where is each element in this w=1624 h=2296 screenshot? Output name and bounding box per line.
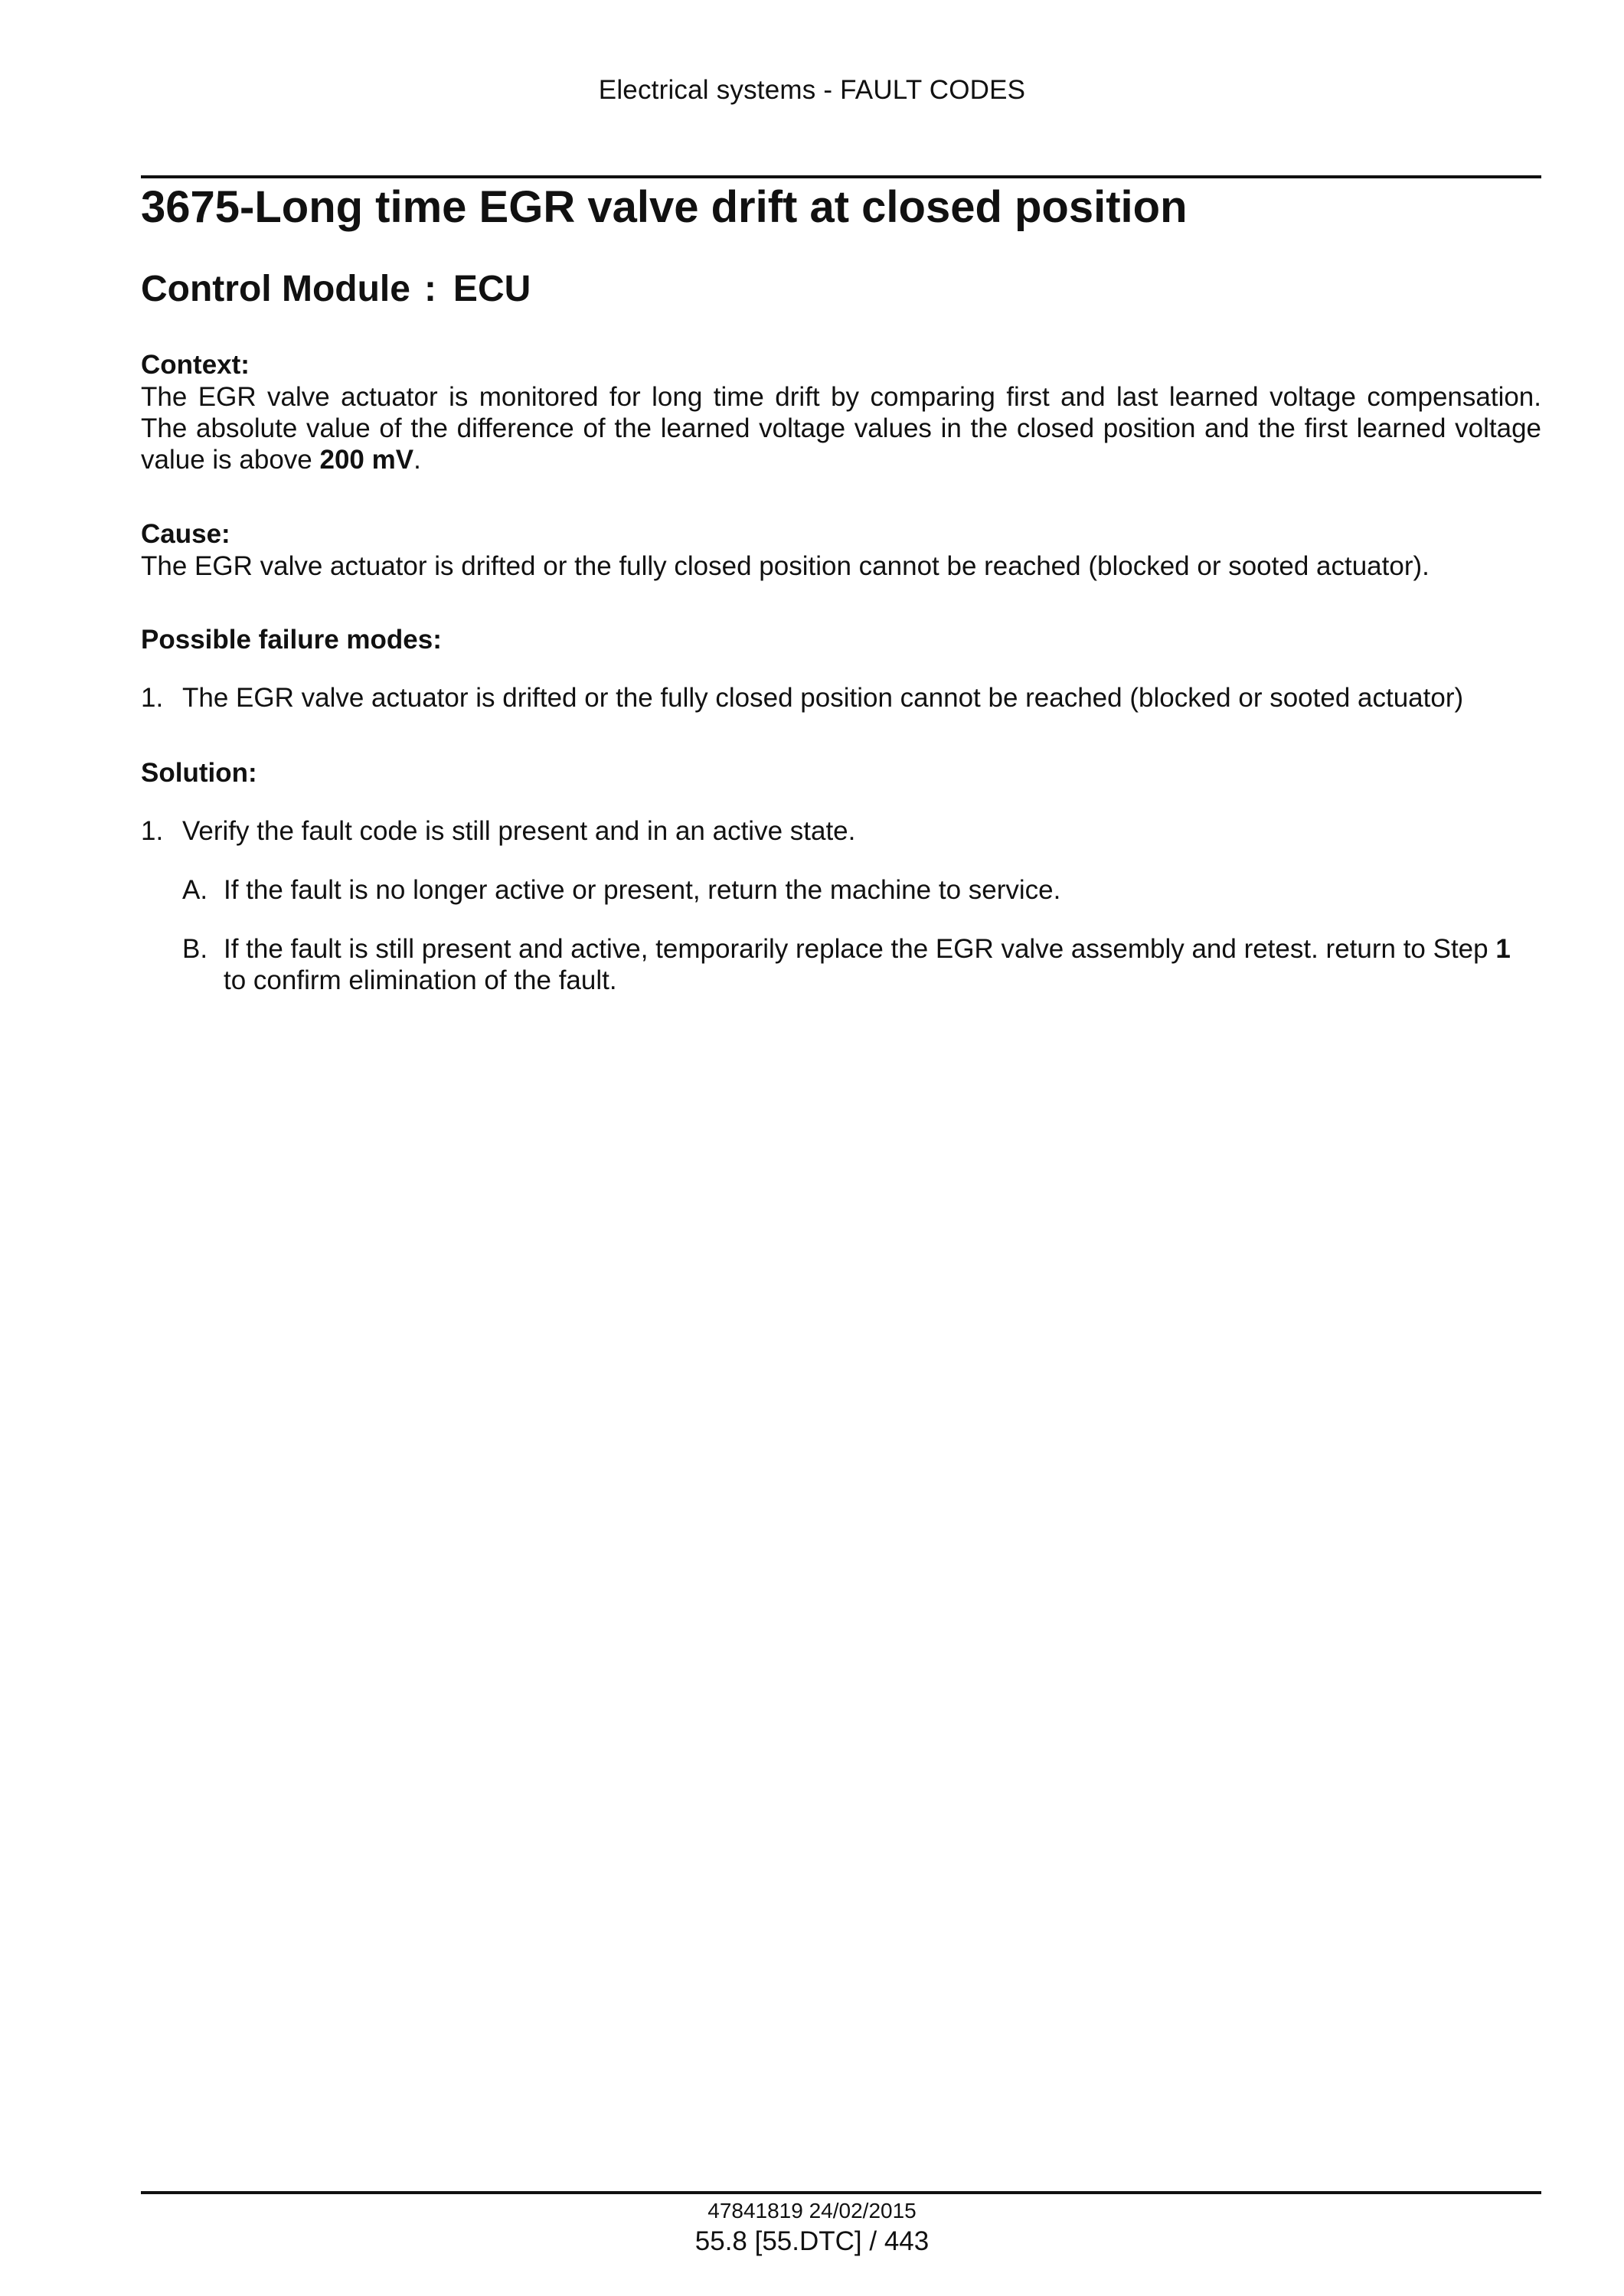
context-line-text: value is above — [141, 445, 320, 475]
list-item-text: The EGR valve actuator is drifted or the fully closed position cannot be reached (blocked or sooted actuator) — [182, 683, 1464, 713]
cause-paragraph — [141, 550, 1541, 582]
step-number: 1. — [141, 816, 164, 846]
document-reference: 47841819 24/02/2015 — [707, 2199, 917, 2223]
running-header: Electrical systems - FAULT CODES — [598, 75, 1026, 105]
control-module-separator: : — [423, 269, 436, 309]
control-module-label: Control Module — [141, 269, 410, 309]
context-label: Context: — [141, 350, 250, 380]
cause-label: Cause: — [141, 519, 230, 549]
substep-letter: A. — [182, 875, 208, 905]
substep-text-part: If the fault is still present and active, temporarily replace the EGR valve assembly and retest. return to Step — [224, 934, 1496, 964]
substep-text: to confirm elimination of the fault. — [224, 965, 617, 995]
context-line: The EGR valve actuator is monitored for long time drift by comparing first and last learned voltage compensation. — [141, 382, 1541, 412]
step-reference: 1 — [1495, 934, 1511, 964]
footer-rule — [141, 2191, 1541, 2194]
cause-text: The EGR valve actuator is drifted or the fully closed position cannot be reached (blocked or sooted actuator). — [141, 551, 1430, 581]
substep-text — [224, 933, 1511, 965]
context-paragraph — [141, 381, 1541, 475]
failure-modes-label: Possible failure modes: — [141, 625, 442, 655]
fault-code-title: 3675-Long time EGR valve drift at closed position — [141, 182, 1188, 232]
context-line-text: . — [413, 445, 421, 475]
threshold-value: 200 mV — [319, 445, 414, 475]
control-module-heading — [141, 268, 531, 310]
header-rule — [141, 175, 1541, 178]
substep-text: If the fault is no longer active or present, return the machine to service. — [224, 875, 1061, 905]
substep-letter: B. — [182, 934, 208, 964]
context-line: The absolute value of the difference of the learned voltage values in the closed position and the first learned voltage — [141, 413, 1541, 443]
solution-label: Solution: — [141, 758, 257, 788]
context-line — [141, 444, 1541, 475]
page-reference: 55.8 [55.DTC] / 443 — [694, 2226, 930, 2256]
control-module-value: ECU — [453, 269, 531, 309]
step-text: Verify the fault code is still present and in an active state. — [182, 816, 856, 846]
list-item-number: 1. — [141, 683, 164, 713]
